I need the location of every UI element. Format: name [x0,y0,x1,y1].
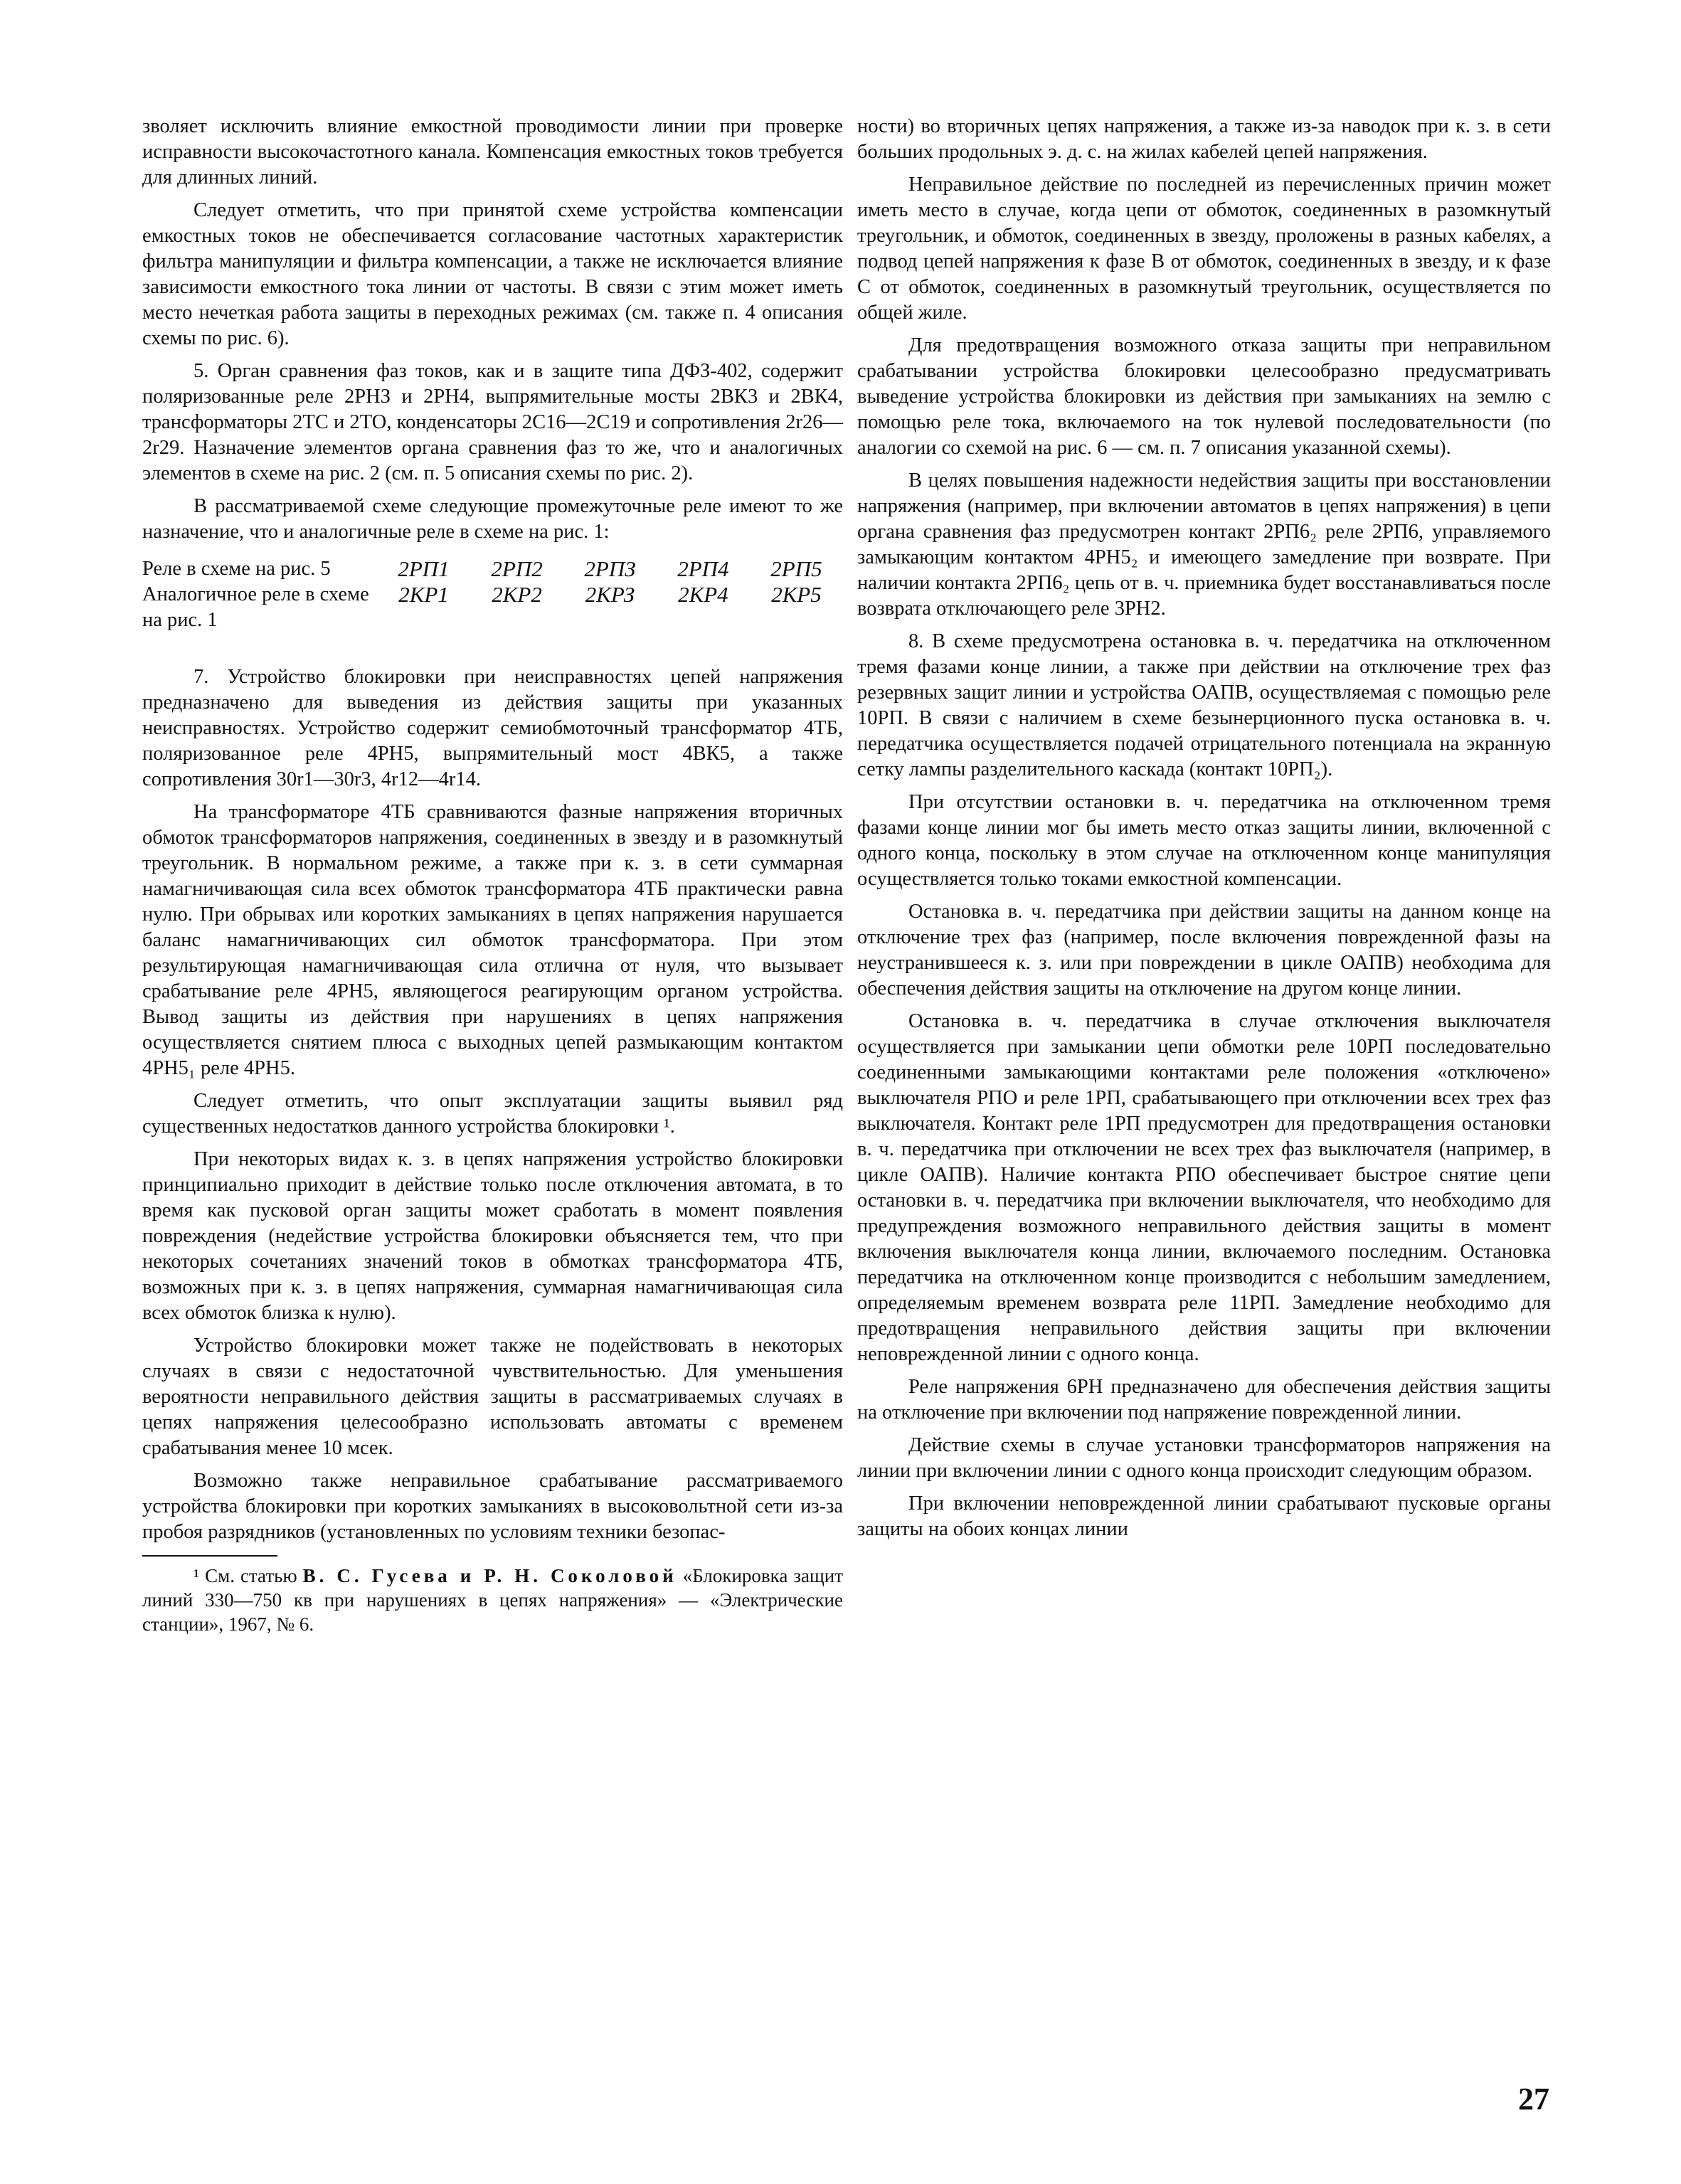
row-label: Реле в схеме на рис. 5 [142,558,331,580]
relay-code: 2КРЗ [585,582,635,607]
paragraph: Возможно также неправильное срабатывание рассматриваемого устройства блокировки при коротких замыканиях в высоковольтной сети из-за пробоя разрядников (установленных по условиям техники безопас- [142,1470,843,1543]
relay-code: 2КР1 [398,582,449,607]
paragraph: В целях повышения надежности недействия защиты при восстановлении напряжения (например, при включении автоматов в цепях напряжения) в цепи органа сравнения фаз предусмотрен контакт 2РП6₂ реле 2РП6, управляемого замыкающим контактом 4РН5₂ и имеющего замедление при возврате. При наличии контакта 2РП6₂ цепь от в. ч. приемника будет восстанавливаться после возврата отключающего реле 3РН2. [857,470,1551,620]
relay-code: 2РПЗ [584,556,636,581]
table-row [142,556,843,582]
paragraph: Следует отметить, что опыт эксплуатации защиты выявил ряд существенных недостатков данного устройства блокировки ¹. [142,1090,843,1138]
right-column [857,114,1551,1549]
relay-correspondence-table [142,556,843,633]
relay-code: 2РП4 [677,556,729,581]
left-column [142,114,843,1636]
paragraph: Остановка в. ч. передатчика в случае отключения выключателя осуществляется при замыкании цепи обмотки реле 10РП последовательно соединенными замыкающими контактами реле положения «отключено» выключателя РПО и реле 1РП, срабатывающего при отключении всех трех фаз выключателя. Контакт реле 1РП предусмотрен для предотвращения остановки в. ч. передатчика при отключении не всех трех фаз выключателя (например, в цикле ОАПВ). Наличие контакта РПО обеспечивает быстрое снятие цепи остановки в. ч. передатчика при включении выключателя, что необходимо для предупреждения возможного неправильного действия защиты в момент включения выключателя конца линии, включаемого последним. Остановка передатчика на отключенном конце производится с небольшим замедлением, определяемым временем возврата реле 11РП. Замедление необходимо для предотвращения неправильного действия защиты при включении неповрежденной линии с одного конца. [857,1010,1551,1365]
footnote-divider [142,1555,277,1557]
relay-code: 2КР2 [492,582,542,607]
paragraph: Для предотвращения возможного отказа защиты при неправильном срабатывании устройства блокировки целесообразно предусматривать выведение устройства блокировки из действия при замыканиях на землю с помощью реле тока, включаемого на ток нулевой последовательности (по аналогии со схемой на рис. 6 — см. п. 7 описания указанной схемы). [857,334,1551,459]
paragraph: В рассматриваемой схеме следующие промежуточные реле имеют то же назначение, что и аналогичные реле в схеме на рис. 1: [142,495,843,543]
paragraph: Остановка в. ч. передатчика при действии защиты на данном конце на отключение трех фаз (например, после включения поврежденной фазы на неустранившееся к. з. или при повреждении в цикле ОАПВ) необходима для обеспечения действия защиты на отключение на другом конце линии. [857,901,1551,1000]
footnote-lead: См. статью [205,1565,297,1586]
footnote [142,1564,843,1636]
relay-code: 2КР5 [771,582,822,607]
paragraph: При включении неповрежденной линии срабатывают пусковые органы защиты на обоих концах линии [857,1493,1551,1540]
paragraph: зволяет исключить влияние емкостной проводимости линии при проверке исправности высокочастотного канала. Компенсация емкостных токов требуется для длинных линий. [142,115,843,189]
paragraph: При некоторых видах к. з. в цепях напряжения устройство блокировки принципиально приходит в действие только после отключения автомата, в то время как пусковой орган защиты может сработать в момент появления повреждения (недействие устройства блокировки объясняется тем, что при некоторых сочетаниях значений токов в обмотках трансформатора 4ТБ, возможных при к. з. в цепях напряжения, суммарная намагничивающая сила всех обмоток близка к нулю). [142,1148,843,1324]
page-number: 27 [1518,2082,1549,2116]
paragraph: Реле напряжения 6РН предназначено для обеспечения действия защиты на отключение при включении под напряжение поврежденной линии. [857,1376,1551,1424]
relay-code: 2РП1 [398,556,450,581]
relay-code: 2РП5 [770,556,822,581]
footnote-reference: «Блокировка защит линий 330—750 кв при нарушениях в цепях напряжения» — «Электрические станции», 1967, № 6. [142,1565,844,1635]
paragraph: 7. Устройство блокировки при неисправностях цепей напряжения предназначено для выведения из действия защиты при указанных неисправностях. Устройство содержит семиобмоточный трансформатор 4ТБ, поляризованное реле 4РН5, выпрямительный мост 4ВК5, а также сопротивления 30r1—30r3, 4r12—4r14. [142,666,843,790]
table-row [142,582,843,633]
paragraph: Устройство блокировки может также не подействовать в некоторых случаях в связи с недостаточной чувствительностью. Для уменьшения вероятности неправильного действия защиты в рассматриваемых случаях в цепях напряжения целесообразно использовать автоматы с временем срабатывания менее 10 мсек. [142,1335,843,1459]
paragraph: Действие схемы в случае установки трансформаторов напряжения на линии при включении линии с одного конца происходит следующим образом. [857,1434,1551,1482]
paragraph: На трансформаторе 4ТБ сравниваются фазные напряжения вторичных обмоток трансформаторов напряжения, соединенных в звезду и в разомкнутый треугольник. В нормальном режиме, а также при к. з. в сети суммарная намагничивающая сила всех обмоток трансформатора 4ТБ практически равна нулю. При обрывах или коротких замыканиях в цепях напряжения нарушается баланс намагничивающих сил обмоток трансформатора. При этом результирующая намагничивающая сила отлична от нуля, что вызывает срабатывание реле 4РН5, являющегося реагирующим органом устройства. Вывод защиты из действия при нарушениях в цепях напряжения осуществляется снятием плюса с выходных цепей размыкающим контактом 4РН5₁ реле 4РН5. [142,801,843,1079]
paragraph: ности) во вторичных цепях напряжения, а также из-за наводок при к. з. в сети больших продольных э. д. с. на жилах кабелей цепей напряжения. [857,115,1551,163]
paragraph: Неправильное действие по последней из перечисленных причин может иметь место в случае, когда цепи от обмоток, соединенных в разомкнутый треугольник, и обмоток, соединенных в звезду, проложены в разных кабелях, а подвод цепей напряжения к фазе В от обмоток, соединенных в звезду, и к фазе С от обмоток, соединенных в разомкнутый треугольник, осуществляется по общей жиле. [857,174,1551,324]
paragraph: При отсутствии остановки в. ч. передатчика на отключенном тремя фазами конце линии мог бы иметь место отказ защиты линии, включенной с одного конца, поскольку в этом случае на отключенном конце манипуляция осуществляется только токами емкостной компенсации. [857,791,1551,890]
paragraph: Следует отметить, что при принятой схеме устройства компенсации емкостных токов не обеспечивается согласование частотных характеристик фильтра манипуляции и фильтра компенсации, а также не исключается влияние зависимости емкостного тока линии от частоты. В связи с этим может иметь место нечеткая работа защиты в переходных режимах (см. также п. 4 описания схемы по рис. 6). [142,199,843,349]
footnote-authors: В. С. Гусева и Р. Н. Соколовой [302,1565,677,1586]
footnote-marker: ¹ [193,1565,200,1586]
paragraph: 5. Орган сравнения фаз токов, как и в защите типа ДФЗ-402, содержит поляризованные реле 2РНЗ и 2РН4, выпрямительные мосты 2ВК3 и 2ВК4, трансформаторы 2ТС и 2ТО, конденсаторы 2С16—2С19 и сопротивления 2r26—2r29. Назначение элементов органа сравнения фаз то же, что и аналогичных элементов в схеме на рис. 2 (см. п. 5 описания схемы по рис. 2). [142,360,843,484]
row-label: Аналогичное реле в схеме на рис. 1 [142,583,369,631]
paragraph: 8. В схеме предусмотрена остановка в. ч. передатчика на отключенном тремя фазами конце линии, а также при действии на отключение трех фаз резервных защит линии и устройства ОАПВ, осуществляемая с помощью реле 10РП. В связи с наличием в схеме безынерционного пуска остановка в. ч. передатчика осуществляется подачей отрицательного потенциала на экранную сетку лампы разделительного каскада (контакт 10РП₂). [857,630,1551,780]
relay-code: 2КР4 [678,582,728,607]
relay-code: 2РП2 [491,556,543,581]
